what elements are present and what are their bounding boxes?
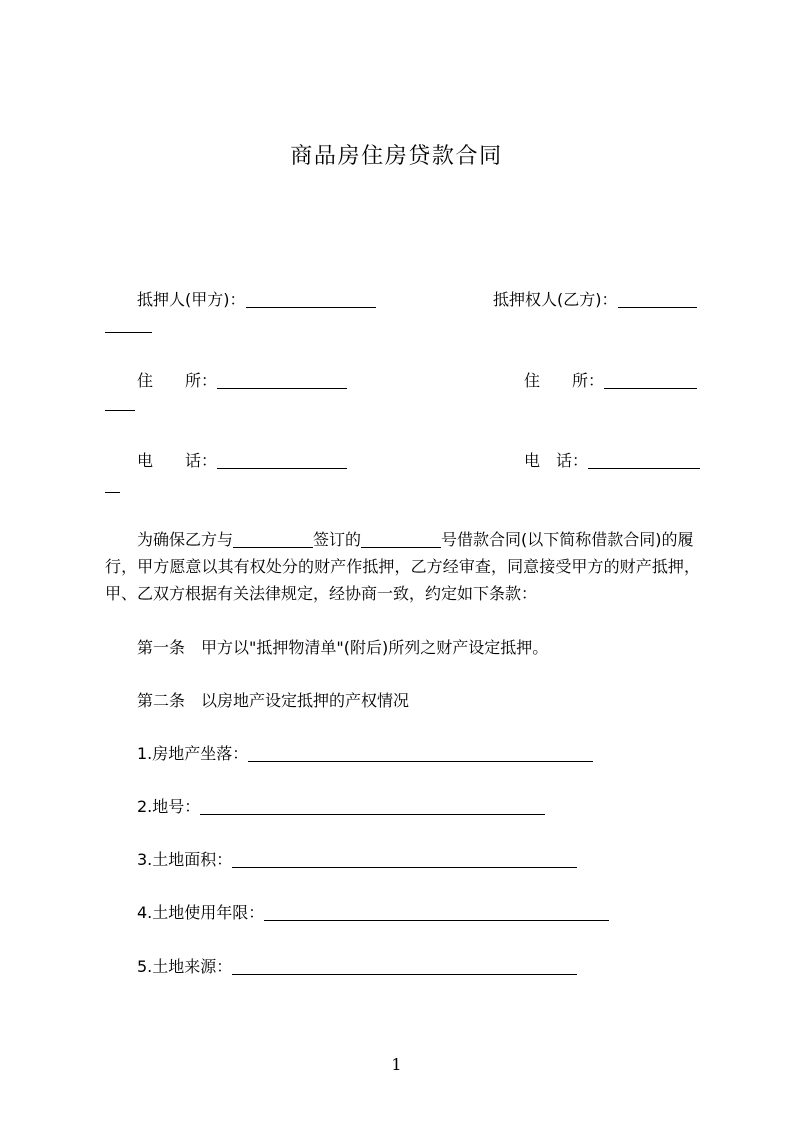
- page-number: 1: [391, 1055, 402, 1074]
- property-item-land-source: [137, 956, 577, 978]
- mortgagee-blank: [618, 293, 697, 308]
- preamble-line-3: 甲、乙双方根据有关法律规定，经协商一致，约定如下条款：: [105, 584, 538, 603]
- article-2: 第二条 以房地产设定抵押的产权情况: [137, 691, 410, 710]
- mortgagee-phone-blank-continuation: [105, 474, 120, 496]
- mortgagee-address-blank-continuation: [105, 392, 135, 414]
- mortgagee-address-label: 住 所：: [524, 371, 605, 390]
- mortgagor-address-label: 住 所：: [137, 371, 218, 390]
- property-item-land-area: [137, 849, 577, 871]
- property-item-label: 2.地号：: [137, 797, 201, 816]
- property-item-label: 4.土地使用年限：: [137, 903, 265, 922]
- mortgagor-phone-blank: [217, 454, 347, 469]
- lender-blank: [233, 533, 313, 548]
- mortgagee-address-blank-wrap: [105, 396, 135, 411]
- contract-title: 商品房住房贷款合同: [290, 144, 503, 169]
- mortgagor-phone-label: 电 话：: [137, 451, 218, 470]
- property-item-blank: [200, 800, 545, 815]
- property-item-blank: [232, 853, 577, 868]
- preamble-text-1: 为确保乙方与: [137, 530, 234, 549]
- preamble-text-2: 签订的: [313, 530, 362, 549]
- property-item-label: 5.土地来源：: [137, 957, 233, 976]
- mortgagor-label: 抵押人(甲方)：: [137, 290, 246, 309]
- preamble-text-3: 号借款合同(以下简称借款合同)的履: [441, 530, 694, 549]
- property-item-lot-number: [137, 796, 545, 818]
- mortgagor-row: [137, 289, 376, 311]
- property-item-land-use-term: [137, 902, 609, 924]
- preamble-line-2: 行，甲方愿意以其有权处分的财产作抵押，乙方经审查，同意接受甲方的财产抵押，: [105, 557, 700, 576]
- mortgagee-phone-blank: [588, 454, 700, 469]
- mortgagee-blank-wrap: [105, 318, 152, 333]
- property-item-blank: [248, 747, 593, 762]
- article-1: 第一条 甲方以"抵押物清单"(附后)所列之财产设定抵押。: [137, 638, 549, 657]
- mortgagee-address-row: [524, 370, 697, 392]
- mortgagor-phone-row: [137, 450, 347, 472]
- property-item-label: 3.土地面积：: [137, 850, 233, 869]
- property-item-label: 1.房地产坐落：: [137, 744, 249, 763]
- mortgagor-blank: [246, 293, 376, 308]
- preamble-line-1: [137, 529, 694, 551]
- mortgagee-phone-row: [524, 450, 700, 472]
- mortgagee-phone-label: 电 话：: [524, 451, 589, 470]
- mortgagee-label: 抵押权人(乙方)：: [493, 290, 618, 309]
- mortgagee-address-blank: [604, 374, 697, 389]
- mortgagee-phone-blank-wrap: [105, 478, 120, 493]
- property-item-blank: [232, 960, 577, 975]
- mortgagee-blank-continuation: [105, 314, 152, 336]
- property-item-blank: [264, 906, 609, 921]
- mortgagor-address-row: [137, 370, 347, 392]
- loan-contract-number-blank: [361, 533, 441, 548]
- mortgagor-address-blank: [217, 374, 347, 389]
- property-item-location: [137, 743, 593, 765]
- mortgagee-row: [493, 289, 697, 311]
